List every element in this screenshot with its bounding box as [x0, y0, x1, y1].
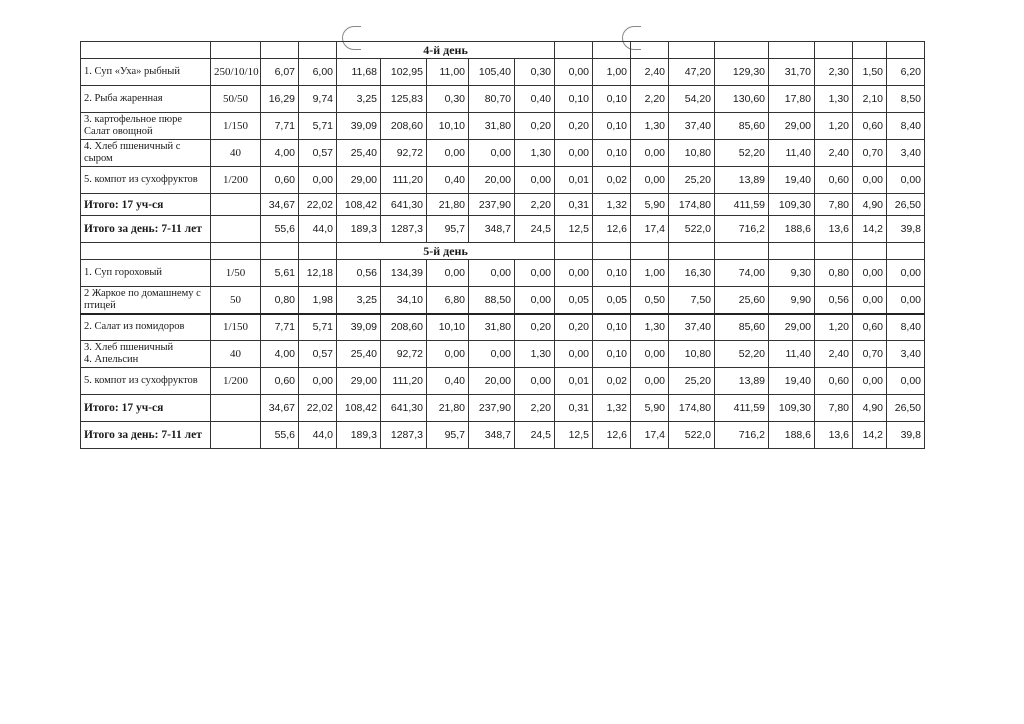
- nutrient-value: 0,00: [887, 167, 925, 194]
- dish-row: [81, 86, 925, 113]
- nutrient-value: 0,60: [815, 368, 853, 395]
- nutrient-value: 0,20: [555, 113, 593, 140]
- blank-cell: [211, 395, 261, 422]
- dish-name: 5. компот из сухофруктов: [81, 368, 211, 395]
- blank-cell: [887, 243, 925, 260]
- nutrient-value: 2,40: [815, 140, 853, 167]
- nutrient-value: 12,18: [299, 260, 337, 287]
- total-value: 109,30: [769, 395, 815, 422]
- total-value: 22,02: [299, 194, 337, 216]
- total-value: 1,32: [593, 194, 631, 216]
- dish-row: [81, 113, 925, 140]
- total-value: 411,59: [715, 395, 769, 422]
- dish-name: 3. Хлеб пшеничный 4. Апельсин: [81, 341, 211, 368]
- nutrient-value: 0,00: [427, 260, 469, 287]
- dish-row: [81, 140, 925, 167]
- nutrient-value: 0,56: [815, 287, 853, 314]
- nutrient-value: 125,83: [381, 86, 427, 113]
- nutrient-value: 31,80: [469, 113, 515, 140]
- total-value: 109,30: [769, 194, 815, 216]
- nutrient-value: 1,98: [299, 287, 337, 314]
- nutrient-value: 17,80: [769, 86, 815, 113]
- nutrient-value: 74,00: [715, 260, 769, 287]
- portion-size: 1/50: [211, 260, 261, 287]
- nutrient-value: 208,60: [381, 314, 427, 341]
- dish-name: 3. картофельное пюре Салат овощной: [81, 113, 211, 140]
- day-title: 5-й день: [337, 243, 555, 260]
- nutrient-value: 29,00: [769, 113, 815, 140]
- dish-name: 4. Хлеб пшеничный с сыром: [81, 140, 211, 167]
- nutrient-value: 3,25: [337, 86, 381, 113]
- blank-cell: [715, 243, 769, 260]
- nutrient-value: 29,00: [337, 167, 381, 194]
- nutrient-value: 0,00: [515, 368, 555, 395]
- day-title-row: [81, 243, 925, 260]
- nutrient-value: 0,00: [887, 260, 925, 287]
- nutrient-value: 5,61: [261, 260, 299, 287]
- nutrient-value: 9,90: [769, 287, 815, 314]
- nutrient-value: 0,30: [515, 59, 555, 86]
- total-value: 348,7: [469, 422, 515, 449]
- nutrient-value: 105,40: [469, 59, 515, 86]
- nutrient-value: 5,71: [299, 314, 337, 341]
- total-value: 17,4: [631, 216, 669, 243]
- total-value: 1287,3: [381, 216, 427, 243]
- nutrient-value: 11,00: [427, 59, 469, 86]
- nutrient-value: 0,60: [261, 167, 299, 194]
- nutrient-value: 0,00: [515, 287, 555, 314]
- nutrient-value: 0,00: [555, 341, 593, 368]
- total-value: 17,4: [631, 422, 669, 449]
- nutrient-value: 11,68: [337, 59, 381, 86]
- day-total-row: [81, 216, 925, 243]
- total-value: 21,80: [427, 395, 469, 422]
- nutrient-value: 2,20: [631, 86, 669, 113]
- portion-size: 1/150: [211, 314, 261, 341]
- dish-row: [81, 368, 925, 395]
- blank-cell: [769, 243, 815, 260]
- total-value: 108,42: [337, 395, 381, 422]
- nutrient-value: 92,72: [381, 341, 427, 368]
- nutrient-value: 16,29: [261, 86, 299, 113]
- blank-cell: [81, 243, 211, 260]
- nutrient-value: 92,72: [381, 140, 427, 167]
- total-value: 44,0: [299, 422, 337, 449]
- portion-size: 250/10/10: [211, 59, 261, 86]
- nutrient-value: 31,80: [469, 314, 515, 341]
- nutrient-value: 0,10: [593, 341, 631, 368]
- nutrient-value: 0,00: [887, 368, 925, 395]
- total-label: Итого за день: 7-11 лет: [81, 422, 211, 449]
- nutrient-value: 1,00: [631, 260, 669, 287]
- blank-cell: [887, 42, 925, 59]
- nutrient-value: 0,10: [593, 140, 631, 167]
- total-value: 55,6: [261, 422, 299, 449]
- nutrient-value: 25,40: [337, 341, 381, 368]
- total-value: 348,7: [469, 216, 515, 243]
- nutrient-value: 29,00: [769, 314, 815, 341]
- total-value: 34,67: [261, 395, 299, 422]
- nutrient-value: 0,80: [815, 260, 853, 287]
- nutrient-value: 85,60: [715, 113, 769, 140]
- portion-size: 50: [211, 287, 261, 314]
- dish-name: 5. компот из сухофруктов: [81, 167, 211, 194]
- dish-row: [81, 341, 925, 368]
- nutrient-value: 80,70: [469, 86, 515, 113]
- nutrient-value: 208,60: [381, 113, 427, 140]
- total-value: 641,30: [381, 395, 427, 422]
- nutrient-value: 0,00: [469, 140, 515, 167]
- dish-row: [81, 287, 925, 314]
- nutrient-value: 1,30: [515, 341, 555, 368]
- blank-cell: [769, 42, 815, 59]
- nutrient-value: 0,40: [515, 86, 555, 113]
- total-value: 39,8: [887, 422, 925, 449]
- nutrient-value: 0,00: [427, 140, 469, 167]
- nutrient-value: 52,20: [715, 140, 769, 167]
- total-value: 14,2: [853, 422, 887, 449]
- nutrient-value: 20,00: [469, 167, 515, 194]
- total-value: 26,50: [887, 395, 925, 422]
- nutrient-value: 13,89: [715, 368, 769, 395]
- nutrient-value: 0,10: [593, 314, 631, 341]
- nutrient-value: 39,09: [337, 113, 381, 140]
- portion-size: 1/200: [211, 167, 261, 194]
- nutrient-value: 0,10: [593, 86, 631, 113]
- nutrient-value: 0,00: [299, 368, 337, 395]
- dish-row: [81, 314, 925, 341]
- nutrient-value: 0,00: [427, 341, 469, 368]
- nutrient-value: 0,00: [555, 59, 593, 86]
- blank-cell: [715, 42, 769, 59]
- dish-row: [81, 260, 925, 287]
- nutrient-value: 54,20: [669, 86, 715, 113]
- nutrient-value: 6,20: [887, 59, 925, 86]
- total-value: 55,6: [261, 216, 299, 243]
- dish-name: 2 Жаркое по домашнему с птицей: [81, 287, 211, 314]
- nutrient-value: 3,40: [887, 140, 925, 167]
- total-value: 24,5: [515, 216, 555, 243]
- nutrient-value: 0,70: [853, 341, 887, 368]
- portion-size: 1/200: [211, 368, 261, 395]
- blank-cell: [853, 42, 887, 59]
- total-value: 12,5: [555, 216, 593, 243]
- nutrient-value: 1,30: [631, 113, 669, 140]
- nutrient-value: 0,00: [853, 368, 887, 395]
- nutrient-value: 0,00: [515, 260, 555, 287]
- nutrient-value: 4,00: [261, 341, 299, 368]
- total-value: 12,6: [593, 216, 631, 243]
- nutrient-value: 9,30: [769, 260, 815, 287]
- nutrient-value: 1,00: [593, 59, 631, 86]
- nutrient-value: 2,30: [815, 59, 853, 86]
- total-value: 4,90: [853, 395, 887, 422]
- total-value: 12,6: [593, 422, 631, 449]
- blank-cell: [299, 243, 337, 260]
- blank-cell: [669, 42, 715, 59]
- blank-cell: [555, 42, 593, 59]
- nutrient-value: 6,07: [261, 59, 299, 86]
- nutrient-value: 0,00: [631, 341, 669, 368]
- nutrient-value: 9,74: [299, 86, 337, 113]
- nutrient-value: 5,71: [299, 113, 337, 140]
- total-value: 716,2: [715, 216, 769, 243]
- blank-cell: [593, 42, 631, 59]
- total-value: 13,6: [815, 216, 853, 243]
- nutrient-value: 0,80: [261, 287, 299, 314]
- nutrient-value: 19,40: [769, 167, 815, 194]
- blank-cell: [853, 243, 887, 260]
- nutrient-value: 85,60: [715, 314, 769, 341]
- total-value: 2,20: [515, 194, 555, 216]
- blank-cell: [211, 42, 261, 59]
- total-value: 0,31: [555, 194, 593, 216]
- portion-size: 1/150: [211, 113, 261, 140]
- total-value: 1287,3: [381, 422, 427, 449]
- nutrient-value: 111,20: [381, 368, 427, 395]
- total-value: 641,30: [381, 194, 427, 216]
- nutrient-value: 0,60: [853, 314, 887, 341]
- blank-cell: [555, 243, 593, 260]
- total-value: 174,80: [669, 194, 715, 216]
- nutrient-value: 130,60: [715, 86, 769, 113]
- total-value: 7,80: [815, 395, 853, 422]
- nutrient-value: 102,95: [381, 59, 427, 86]
- portion-size: 50/50: [211, 86, 261, 113]
- menu-sheet: [80, 41, 920, 449]
- total-value: 189,3: [337, 216, 381, 243]
- nutrient-value: 0,01: [555, 167, 593, 194]
- total-value: 39,8: [887, 216, 925, 243]
- nutrient-value: 0,10: [593, 113, 631, 140]
- total-value: 188,6: [769, 216, 815, 243]
- day-title-row: [81, 42, 925, 59]
- blank-cell: [211, 422, 261, 449]
- blank-cell: [81, 42, 211, 59]
- nutrient-value: 0,02: [593, 167, 631, 194]
- nutrient-value: 10,10: [427, 314, 469, 341]
- total-value: 44,0: [299, 216, 337, 243]
- nutrient-value: 0,40: [427, 167, 469, 194]
- total-value: 7,80: [815, 194, 853, 216]
- nutrient-value: 88,50: [469, 287, 515, 314]
- total-value: 411,59: [715, 194, 769, 216]
- total-value: 95,7: [427, 422, 469, 449]
- dish-name: 2. Салат из помидоров: [81, 314, 211, 341]
- total-value: 14,2: [853, 216, 887, 243]
- nutrient-value: 2,40: [631, 59, 669, 86]
- nutrient-value: 10,80: [669, 341, 715, 368]
- nutrient-value: 0,00: [853, 260, 887, 287]
- total-value: 21,80: [427, 194, 469, 216]
- total-value: 4,90: [853, 194, 887, 216]
- nutrient-value: 7,71: [261, 113, 299, 140]
- total-value: 189,3: [337, 422, 381, 449]
- total-value: 12,5: [555, 422, 593, 449]
- nutrient-value: 0,10: [593, 260, 631, 287]
- total-value: 0,31: [555, 395, 593, 422]
- nutrient-value: 1,30: [815, 86, 853, 113]
- nutrient-value: 0,05: [593, 287, 631, 314]
- nutrient-value: 0,57: [299, 341, 337, 368]
- total-value: 188,6: [769, 422, 815, 449]
- nutrient-value: 31,70: [769, 59, 815, 86]
- total-value: 5,90: [631, 194, 669, 216]
- nutrient-value: 11,40: [769, 140, 815, 167]
- day-total-row: [81, 422, 925, 449]
- dish-name: 1. Суп «Уха» рыбный: [81, 59, 211, 86]
- nutrient-value: 111,20: [381, 167, 427, 194]
- nutrient-value: 20,00: [469, 368, 515, 395]
- nutrient-value: 129,30: [715, 59, 769, 86]
- nutrient-value: 0,00: [469, 341, 515, 368]
- nutrient-value: 10,80: [669, 140, 715, 167]
- nutrient-value: 0,60: [815, 167, 853, 194]
- nutrient-value: 0,00: [515, 167, 555, 194]
- nutrient-value: 25,40: [337, 140, 381, 167]
- nutrient-value: 0,00: [853, 167, 887, 194]
- dish-row: [81, 167, 925, 194]
- blank-cell: [261, 243, 299, 260]
- total-label: Итого за день: 7-11 лет: [81, 216, 211, 243]
- nutrient-value: 7,71: [261, 314, 299, 341]
- total-value: 22,02: [299, 395, 337, 422]
- nutrient-value: 25,20: [669, 368, 715, 395]
- blank-cell: [299, 42, 337, 59]
- total-label: Итого: 17 уч-ся: [81, 194, 211, 216]
- nutrient-value: 37,40: [669, 113, 715, 140]
- nutrient-value: 25,20: [669, 167, 715, 194]
- nutrient-value: 0,20: [555, 314, 593, 341]
- nutrient-value: 8,40: [887, 113, 925, 140]
- total-row: [81, 395, 925, 422]
- nutrient-value: 2,10: [853, 86, 887, 113]
- total-value: 34,67: [261, 194, 299, 216]
- nutrient-value: 1,30: [631, 314, 669, 341]
- blank-cell: [261, 42, 299, 59]
- nutrient-value: 4,00: [261, 140, 299, 167]
- nutrient-value: 0,00: [631, 368, 669, 395]
- nutrient-value: 19,40: [769, 368, 815, 395]
- nutrient-value: 0,02: [593, 368, 631, 395]
- blank-cell: [669, 243, 715, 260]
- blank-cell: [211, 194, 261, 216]
- nutrient-value: 0,00: [555, 260, 593, 287]
- menu-table-body: [81, 42, 925, 449]
- nutrient-value: 1,30: [515, 140, 555, 167]
- nutrient-value: 0,01: [555, 368, 593, 395]
- nutrient-value: 16,30: [669, 260, 715, 287]
- nutrient-value: 0,00: [299, 167, 337, 194]
- nutrient-value: 1,50: [853, 59, 887, 86]
- blank-cell: [593, 243, 631, 260]
- portion-size: 40: [211, 140, 261, 167]
- day-title: 4-й день: [337, 42, 555, 59]
- nutrient-value: 10,10: [427, 113, 469, 140]
- dish-name: 1. Суп гороховый: [81, 260, 211, 287]
- total-value: 24,5: [515, 422, 555, 449]
- nutrient-value: 0,10: [555, 86, 593, 113]
- nutrient-value: 0,20: [515, 314, 555, 341]
- blank-cell: [211, 216, 261, 243]
- dish-name: 2. Рыба жаренная: [81, 86, 211, 113]
- total-value: 522,0: [669, 422, 715, 449]
- nutrient-value: 0,00: [631, 140, 669, 167]
- nutrient-value: 3,25: [337, 287, 381, 314]
- nutrient-value: 0,60: [853, 113, 887, 140]
- nutrient-value: 1,20: [815, 113, 853, 140]
- dish-row: [81, 59, 925, 86]
- total-value: 716,2: [715, 422, 769, 449]
- blank-cell: [815, 243, 853, 260]
- total-value: 2,20: [515, 395, 555, 422]
- portion-size: 40: [211, 341, 261, 368]
- blank-cell: [631, 243, 669, 260]
- nutrient-value: 52,20: [715, 341, 769, 368]
- nutrient-value: 0,40: [427, 368, 469, 395]
- total-value: 26,50: [887, 194, 925, 216]
- total-label: Итого: 17 уч-ся: [81, 395, 211, 422]
- nutrient-value: 2,40: [815, 341, 853, 368]
- nutrient-value: 8,40: [887, 314, 925, 341]
- nutrient-value: 0,00: [555, 140, 593, 167]
- total-value: 95,7: [427, 216, 469, 243]
- nutrient-value: 0,50: [631, 287, 669, 314]
- nutrient-value: 34,10: [381, 287, 427, 314]
- nutrient-value: 0,57: [299, 140, 337, 167]
- nutrient-value: 0,56: [337, 260, 381, 287]
- nutrient-value: 29,00: [337, 368, 381, 395]
- nutrient-value: 0,60: [261, 368, 299, 395]
- nutrient-value: 8,50: [887, 86, 925, 113]
- nutrient-value: 0,05: [555, 287, 593, 314]
- total-value: 174,80: [669, 395, 715, 422]
- nutrient-value: 0,30: [427, 86, 469, 113]
- nutrient-value: 1,20: [815, 314, 853, 341]
- nutrient-value: 134,39: [381, 260, 427, 287]
- total-row: [81, 194, 925, 216]
- menu-table: [80, 41, 925, 449]
- nutrient-value: 0,00: [887, 287, 925, 314]
- blank-cell: [211, 243, 261, 260]
- nutrient-value: 7,50: [669, 287, 715, 314]
- nutrient-value: 0,00: [853, 287, 887, 314]
- nutrient-value: 6,80: [427, 287, 469, 314]
- nutrient-value: 0,00: [469, 260, 515, 287]
- nutrient-value: 25,60: [715, 287, 769, 314]
- nutrient-value: 47,20: [669, 59, 715, 86]
- nutrient-value: 39,09: [337, 314, 381, 341]
- nutrient-value: 0,70: [853, 140, 887, 167]
- nutrient-value: 13,89: [715, 167, 769, 194]
- blank-cell: [631, 42, 669, 59]
- blank-cell: [815, 42, 853, 59]
- nutrient-value: 6,00: [299, 59, 337, 86]
- total-value: 1,32: [593, 395, 631, 422]
- total-value: 237,90: [469, 395, 515, 422]
- total-value: 108,42: [337, 194, 381, 216]
- total-value: 13,6: [815, 422, 853, 449]
- total-value: 237,90: [469, 194, 515, 216]
- total-value: 522,0: [669, 216, 715, 243]
- nutrient-value: 0,00: [631, 167, 669, 194]
- nutrient-value: 11,40: [769, 341, 815, 368]
- nutrient-value: 3,40: [887, 341, 925, 368]
- nutrient-value: 37,40: [669, 314, 715, 341]
- total-value: 5,90: [631, 395, 669, 422]
- nutrient-value: 0,20: [515, 113, 555, 140]
